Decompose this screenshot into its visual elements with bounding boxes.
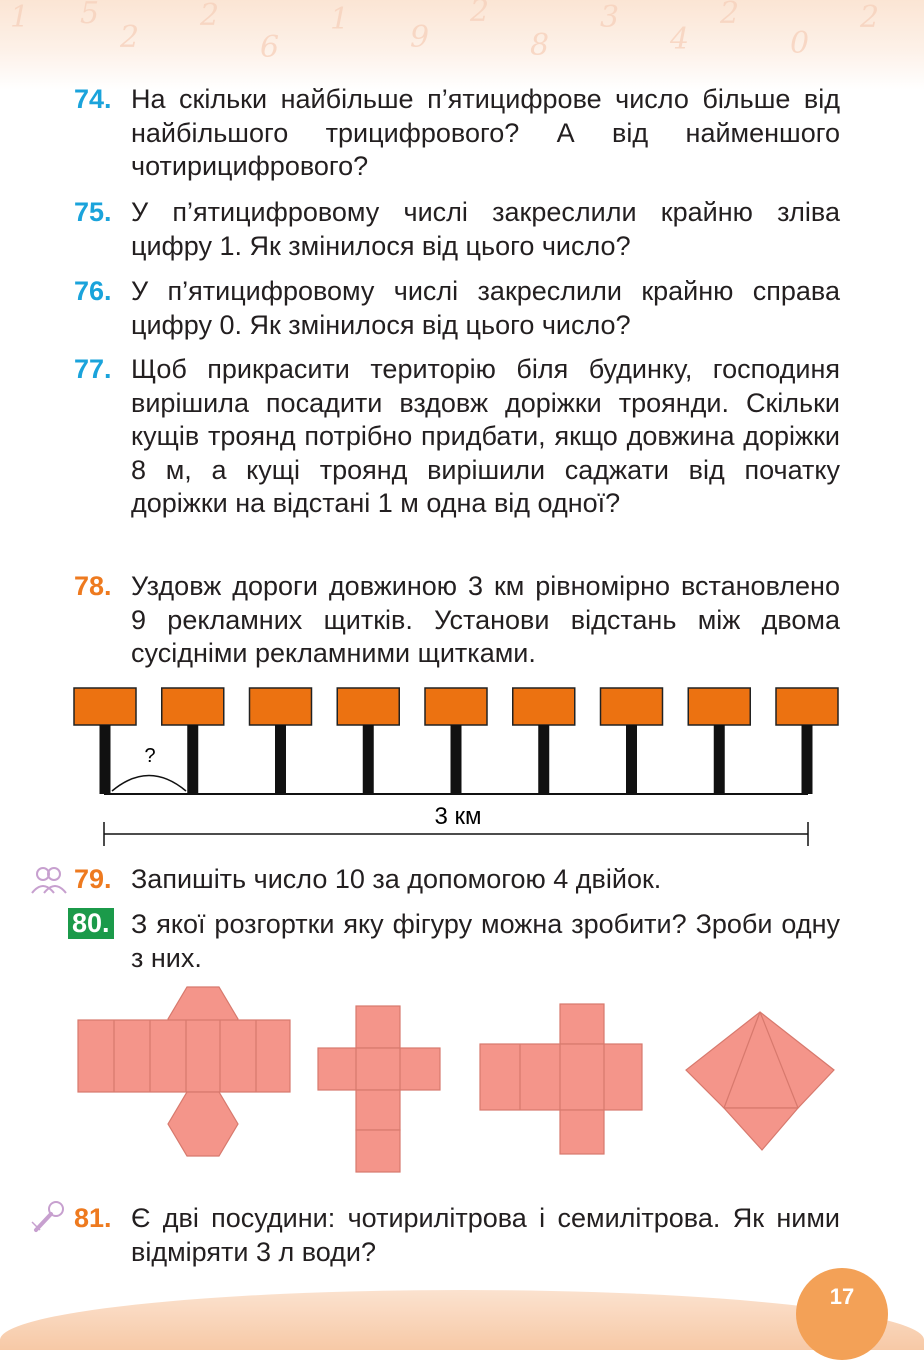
task-number: 76. <box>74 276 112 306</box>
top-decorative-band: 1 5 2 2 6 1 9 2 8 3 4 2 0 2 <box>0 0 924 90</box>
task-text: У п’ятицифровому числі закреслили крайню зліва цифру 1. Як змінилося від цього число? <box>131 197 840 261</box>
task-text: Є дві посудини: чотирилітрова і семилітрова. Як ними відміряти 3 л води? <box>131 1203 840 1267</box>
task-text: Щоб прикрасити територію біля будинку, господиня вирішила посадити вздовж доріжки троянди. Скільки кущів троянд потрібно придбати, якщо довжина доріжки 8 м, а кущі троянд вирішили саджати від початку доріжки на відстані 1 м одна від одної? <box>131 354 840 518</box>
task-number: 77. <box>74 354 112 384</box>
task-text: Уздовж дороги довжиною 3 км рівномірно встановлено 9 рекламних щитків. Установи відстань між двома сусідніми рекламними щитками. <box>131 571 840 668</box>
task-text: З якої розгортки яку фігуру можна зробити? Зроби одну з них. <box>131 909 840 973</box>
task-number: 79. <box>74 864 112 894</box>
task-number: 78. <box>74 571 112 601</box>
page-number: 17 <box>796 1268 888 1360</box>
task-number: 74. <box>74 84 112 114</box>
distance-label: 3 км <box>434 803 482 830</box>
rectangular-prism-net <box>480 1004 642 1154</box>
pyramid-net <box>686 1012 834 1150</box>
microphone-icon <box>30 1200 66 1234</box>
task-number: 81. <box>74 1203 112 1233</box>
cube-net <box>318 1006 440 1172</box>
task-81 <box>74 1202 840 1269</box>
task-text: На скільки найбільше п’ятицифрове число більше від найбільшого трицифрового? А від найменшого чотирицифрового? <box>131 84 840 181</box>
task-number: 75. <box>74 197 112 227</box>
question-mark: ? <box>144 745 156 767</box>
task-number: 80. <box>68 908 114 939</box>
task-text: Запишіть число 10 за допомогою 4 двійок. <box>131 864 662 894</box>
hexagonal-prism-net <box>78 987 290 1156</box>
task-text: У п’ятицифровому числі закреслили крайню справа цифру 0. Як змінилося від цього число? <box>131 276 840 340</box>
